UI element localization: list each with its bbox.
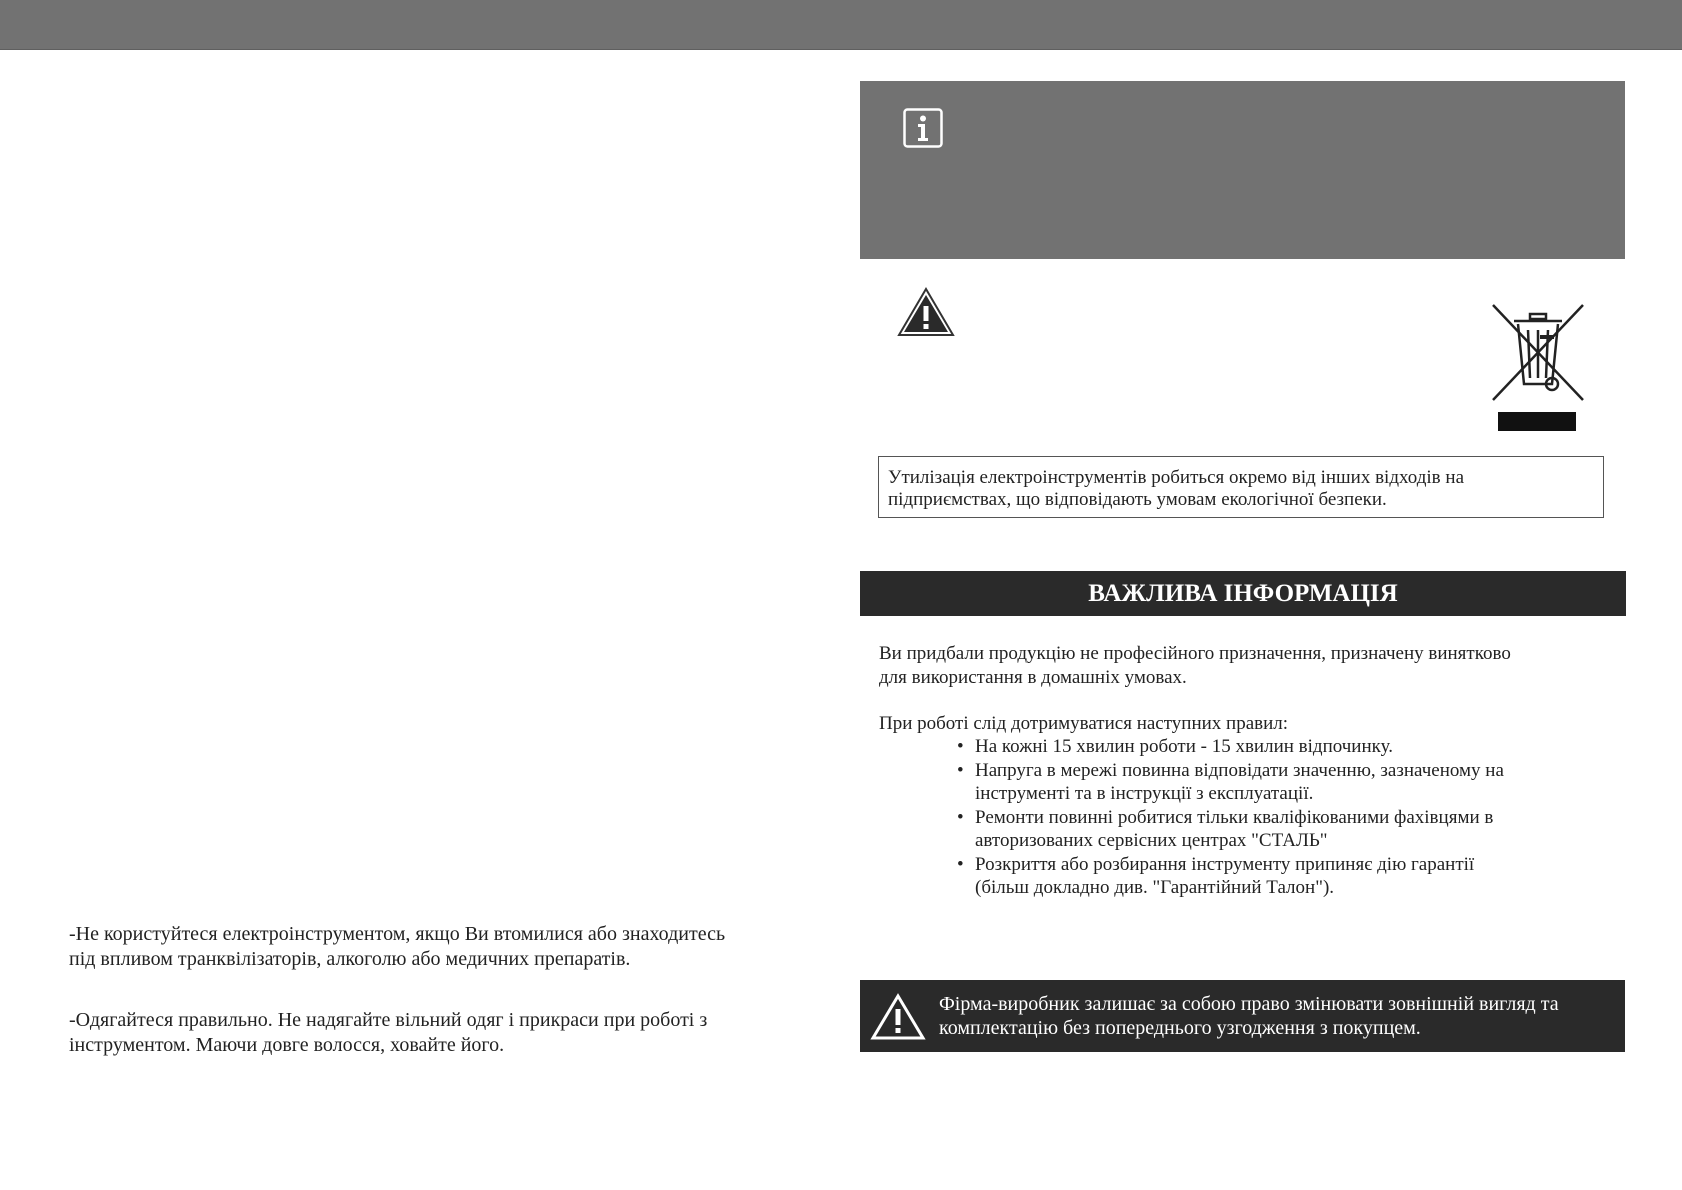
text-line: Фірма-виробник залишає за собою право змінювати зовнішній вигляд та: [939, 993, 1559, 1015]
text-line: • Розкриття або розбирання інструменту припиняє дію гарантії: [975, 853, 1475, 875]
text-line: для використання в домашніх умовах.: [879, 666, 1187, 688]
manufacturer-notice-bar: [860, 980, 1625, 1052]
rules-title: [879, 712, 1599, 736]
text-line: Утилізація електроінструментів робиться окремо від інших відходів на: [888, 467, 1465, 488]
safety-paragraph-clothing: [69, 1008, 809, 1058]
text-line: авторизованих сервісних центрах "СТАЛЬ": [975, 830, 1328, 851]
rules-list: [957, 735, 1607, 900]
important-intro: [879, 642, 1599, 689]
warning-triangle-icon: [897, 287, 955, 337]
important-info-heading: ВАЖЛИВА ІНФОРМАЦІЯ: [860, 571, 1626, 616]
text-line: підприємствах, що відповідають умовам екологічної безпеки.: [888, 489, 1387, 510]
manufacturer-notice-text: [939, 992, 1619, 1040]
text-line: • Ремонти повинні робитися тільки кваліфікованими фахівцями в: [975, 806, 1494, 828]
text-line: Ви придбали продукцію не професійного призначення, призначену винятково: [879, 643, 1511, 664]
text-line: • На кожні 15 хвилин роботи - 15 хвилин відпочинку.: [975, 736, 1393, 757]
text-line: комплектацію без попереднього узгодження з покупцем.: [939, 1017, 1421, 1039]
text-line: (більш докладно див. "Гарантійний Талон").: [975, 877, 1335, 898]
top-header-band: [0, 0, 1682, 50]
text-line: -Не користуйтеся електроінструментом, якщо Ви втомилися або знаходитесь: [69, 923, 726, 945]
text-line: -Одягайтеся правильно. Не надягайте вільний одяг і прикраси при роботі з: [69, 1009, 708, 1031]
text-line: інструментом. Маючи довге волосся, ховайте його.: [69, 1034, 505, 1056]
crossed-out-bin-icon: [1490, 300, 1586, 432]
list-item: [957, 806, 1607, 853]
text-line: під впливом транквілізаторів, алкоголю або медичних препаратів.: [69, 948, 631, 970]
recycling-notice: [878, 456, 1604, 518]
safety-paragraph-fatigue: [69, 922, 809, 972]
list-item: [957, 853, 1607, 900]
list-item: [957, 759, 1607, 806]
warning-triangle-icon: [870, 993, 926, 1041]
text-line: інструменті та в інструкції з експлуатації.: [975, 783, 1314, 804]
text-line: При роботі слід дотримуватися наступних правил:: [879, 713, 1289, 734]
list-item: [957, 735, 1607, 759]
text-line: • Напруга в мережі повинна відповідати значенню, зазначеному на: [975, 759, 1504, 781]
info-icon: [903, 108, 943, 148]
info-box: [860, 81, 1625, 259]
